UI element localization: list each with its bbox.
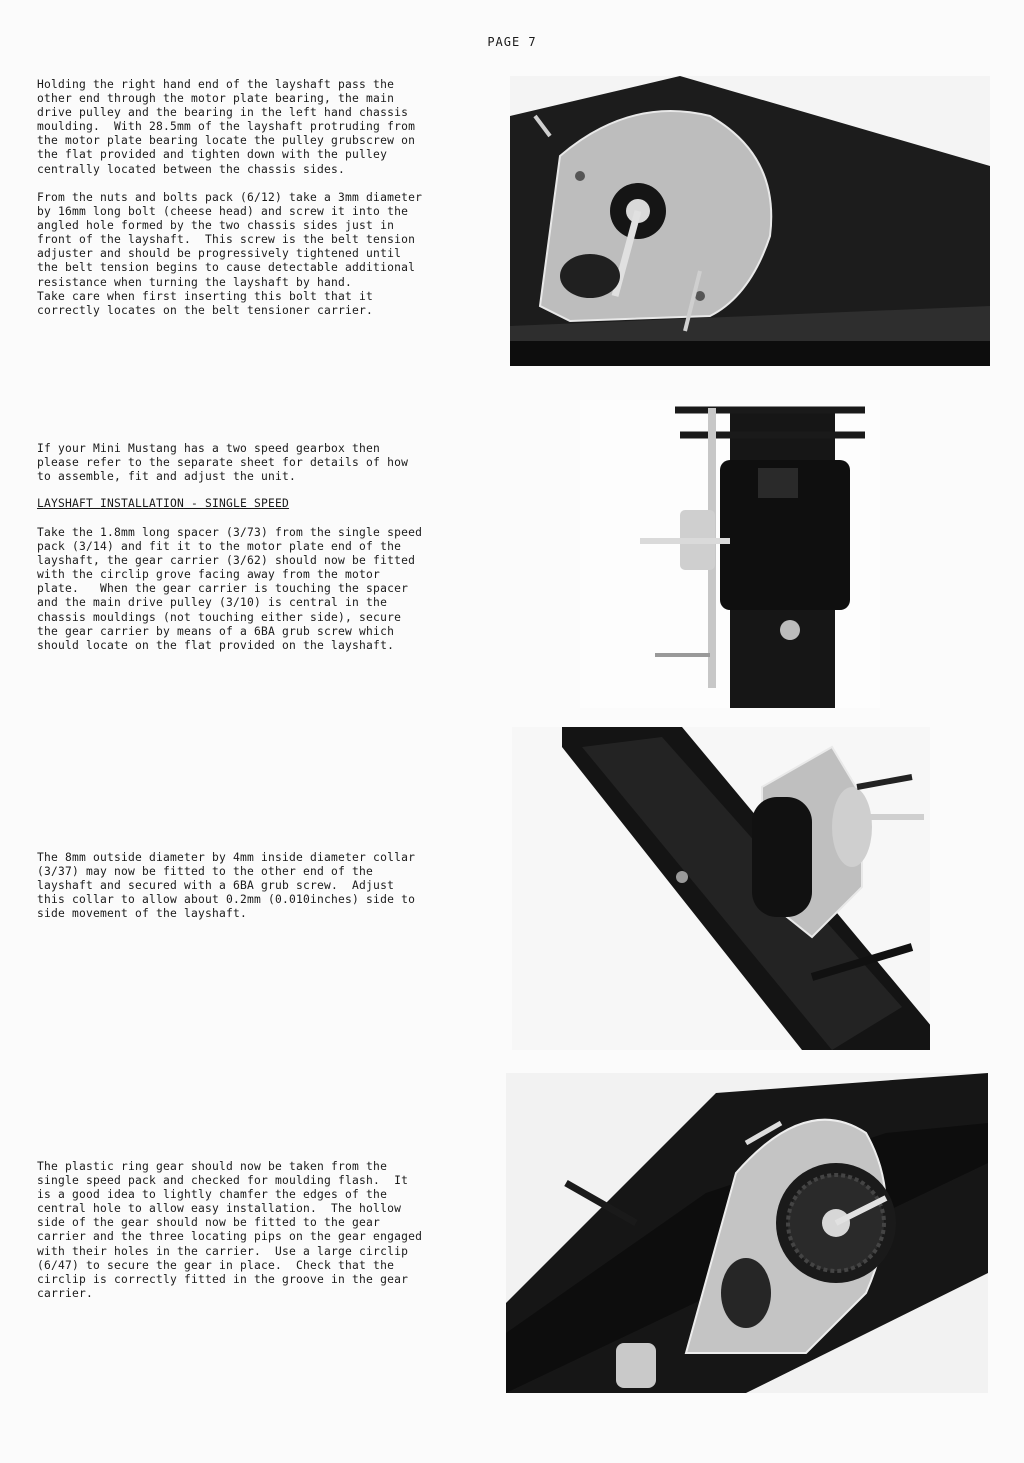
pulley-instructions: Holding the right hand end of the layshaft pass the other end through the motor plate bearing, the main drive pulley and the bearing in the left hand chassis moulding. With 28.5mm of the layshaft protruding from the motor plate bearing locate the pulley grubscrew on the flat provided and tighten down with the pulley centrally located between the chassis sides. [37,78,416,176]
gear-carrier-photo [580,400,880,708]
ring-gear-photo [506,1073,988,1393]
gear-carrier-illustration [580,400,880,708]
tension-instructions: From the nuts and bolts pack (6/12) take a 3mm diameter by 16mm long bolt (cheese head) and screw it into the angled hole formed by the two chassis sides just in front of the layshaft. This screw is the belt tension adjuster and should be progressively tightened until the belt tension begins to cause detectable additional resistance when turning the layshaft by hand. Take care when first inserting this bolt that it correctly locates on the belt tensioner carrier. [37,191,423,317]
section-heading-single-speed: LAYSHAFT INSTALLATION - SINGLE SPEED [37,497,290,510]
two-speed-note: If your Mini Mustang has a two speed gearbox then please refer to the separate sheet for details of how to assemble, fit and adjust the unit. [37,442,409,484]
motor-plate-photo [510,76,990,366]
collar-illustration [512,727,930,1050]
collar-instructions: The 8mm outside diameter by 4mm inside diameter collar (3/37) may now be fitted to the other end of the layshaft and secured with a 6BA grub screw. Adjust this collar to allow about 0.2mm (0.010inches) side to side movement of the layshaft. [37,851,416,921]
spacer-instructions: Take the 1.8mm long spacer (3/73) from the single speed pack (3/14) and fit it to the motor plate end of the layshaft, the gear carrier (3/62) should now be fitted with the circlip grove facing away from the motor plate. When the gear carrier is touching the spacer and the main drive pulley (3/10) is central in the chassis mouldings (not touching either side), secure the gear carrier by means of a 6BA grub screw which should locate on the flat provided on the layshaft. [37,526,423,652]
motor-plate-illustration [510,76,990,366]
ring-gear-illustration [506,1073,988,1393]
collar-photo [512,727,930,1050]
ring-gear-instructions: The plastic ring gear should now be taken from the single speed pack and checked for moulding flash. It is a good idea to lightly chamfer the edges of the central hole to allow easy installation. The hollow side of the gear should now be fitted to the gear carrier and the three locating pips on the gear engaged with their holes in the carrier. Use a large circlip (6/47) to secure the gear in place. Check that the circlip is correctly fitted in the groove in the gear carrier. [37,1160,423,1300]
page-number: PAGE 7 [487,35,537,49]
